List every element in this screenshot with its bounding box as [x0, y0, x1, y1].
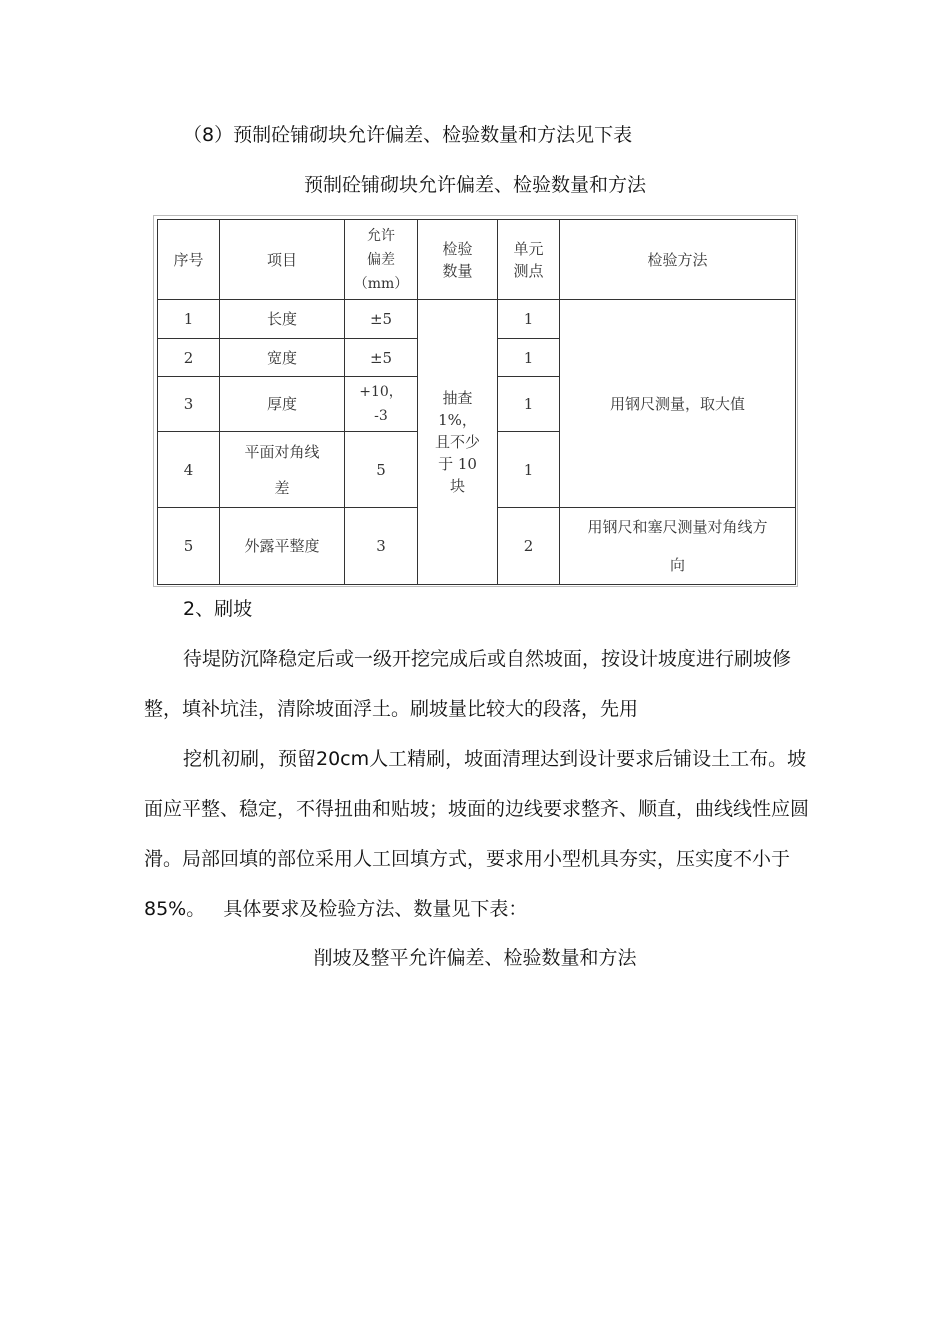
quantity-line1: 抽查	[442, 389, 473, 407]
table-row	[158, 300, 796, 339]
cell-points: 1	[498, 432, 560, 508]
header-tolerance-line1: 允许	[367, 227, 395, 244]
table-header-row	[158, 220, 796, 300]
cell-seq: 5	[158, 508, 220, 585]
cell-tolerance: ±5	[345, 300, 418, 339]
tolerance-line1: +10，	[359, 384, 403, 400]
paragraph-line: 待堤防沉降稳定后或一级开挖完成后或自然坡面，按设计坡度进行刷坡修	[183, 648, 792, 670]
cell-seq: 4	[158, 432, 220, 508]
table1-frame	[153, 215, 798, 587]
heading-8: （8）预制砼铺砌块允许偏差、检验数量和方法见下表	[183, 124, 633, 146]
header-tolerance-line2: 偏差	[367, 251, 395, 268]
item-line1: 平面对角线	[244, 442, 320, 461]
header-item: 项目	[220, 220, 345, 300]
cell-method-merged: 用钢尺测量，取大值	[560, 300, 796, 508]
paragraph-line: 挖机初刷，预留20cm人工精刷，坡面清理达到设计要求后铺设土工布。坡	[183, 748, 807, 770]
paragraph-line: 面应平整、稳定，不得扭曲和贴坡；坡面的边线要求整齐、顺直，曲线线性应圆	[144, 798, 810, 820]
paragraph-line: 整，填补坑洼，清除坡面浮土。刷坡量比较大的段落，先用	[144, 698, 639, 720]
paragraph-line: 85%。 具体要求及检验方法、数量见下表：	[144, 898, 528, 920]
header-points-line1: 单元	[513, 239, 544, 258]
header-points	[498, 220, 560, 300]
table2-caption: 削坡及整平允许偏差、检验数量和方法	[313, 947, 637, 969]
cell-tolerance	[345, 377, 418, 432]
header-quantity-line1: 检验	[442, 239, 473, 258]
cell-points: 1	[498, 300, 560, 339]
cell-quantity-merged	[418, 300, 498, 585]
cell-points: 1	[498, 339, 560, 377]
header-tolerance	[345, 220, 418, 300]
header-quantity-line2: 数量	[442, 261, 473, 280]
header-points-line2: 测点	[513, 261, 544, 280]
cell-item: 长度	[220, 300, 345, 339]
header-quantity	[418, 220, 498, 300]
cell-method-2	[560, 508, 796, 585]
cell-points: 1	[498, 377, 560, 432]
header-tolerance-line3: （mm）	[353, 275, 409, 292]
header-method: 检验方法	[560, 220, 796, 300]
quantity-line4: 于 10	[438, 455, 477, 473]
cell-tolerance: ±5	[345, 339, 418, 377]
table1-caption: 预制砼铺砌块允许偏差、检验数量和方法	[303, 174, 646, 196]
tolerance-line2: -3	[374, 408, 388, 424]
method-line2: 向	[669, 556, 685, 574]
item-line2: 差	[274, 478, 290, 497]
method-line1: 用钢尺和塞尺测量对角线方	[587, 518, 768, 536]
cell-item: 宽度	[220, 339, 345, 377]
quantity-line2: 1%，	[438, 411, 477, 429]
cell-item: 厚度	[220, 377, 345, 432]
cell-seq: 2	[158, 339, 220, 377]
cell-seq: 1	[158, 300, 220, 339]
cell-item	[220, 432, 345, 508]
cell-seq: 3	[158, 377, 220, 432]
header-seq: 序号	[158, 220, 220, 300]
quantity-line3: 且不少	[434, 433, 480, 451]
paragraph-line: 滑。局部回填的部位采用人工回填方式，要求用小型机具夯实，压实度不小于	[144, 848, 791, 870]
quantity-line5: 块	[449, 477, 465, 495]
cell-points: 2	[498, 508, 560, 585]
cell-item: 外露平整度	[220, 508, 345, 585]
cell-tolerance: 5	[345, 432, 418, 508]
cell-tolerance: 3	[345, 508, 418, 585]
section-2-title: 2、刷坡	[183, 598, 253, 620]
tolerance-table	[157, 219, 796, 585]
